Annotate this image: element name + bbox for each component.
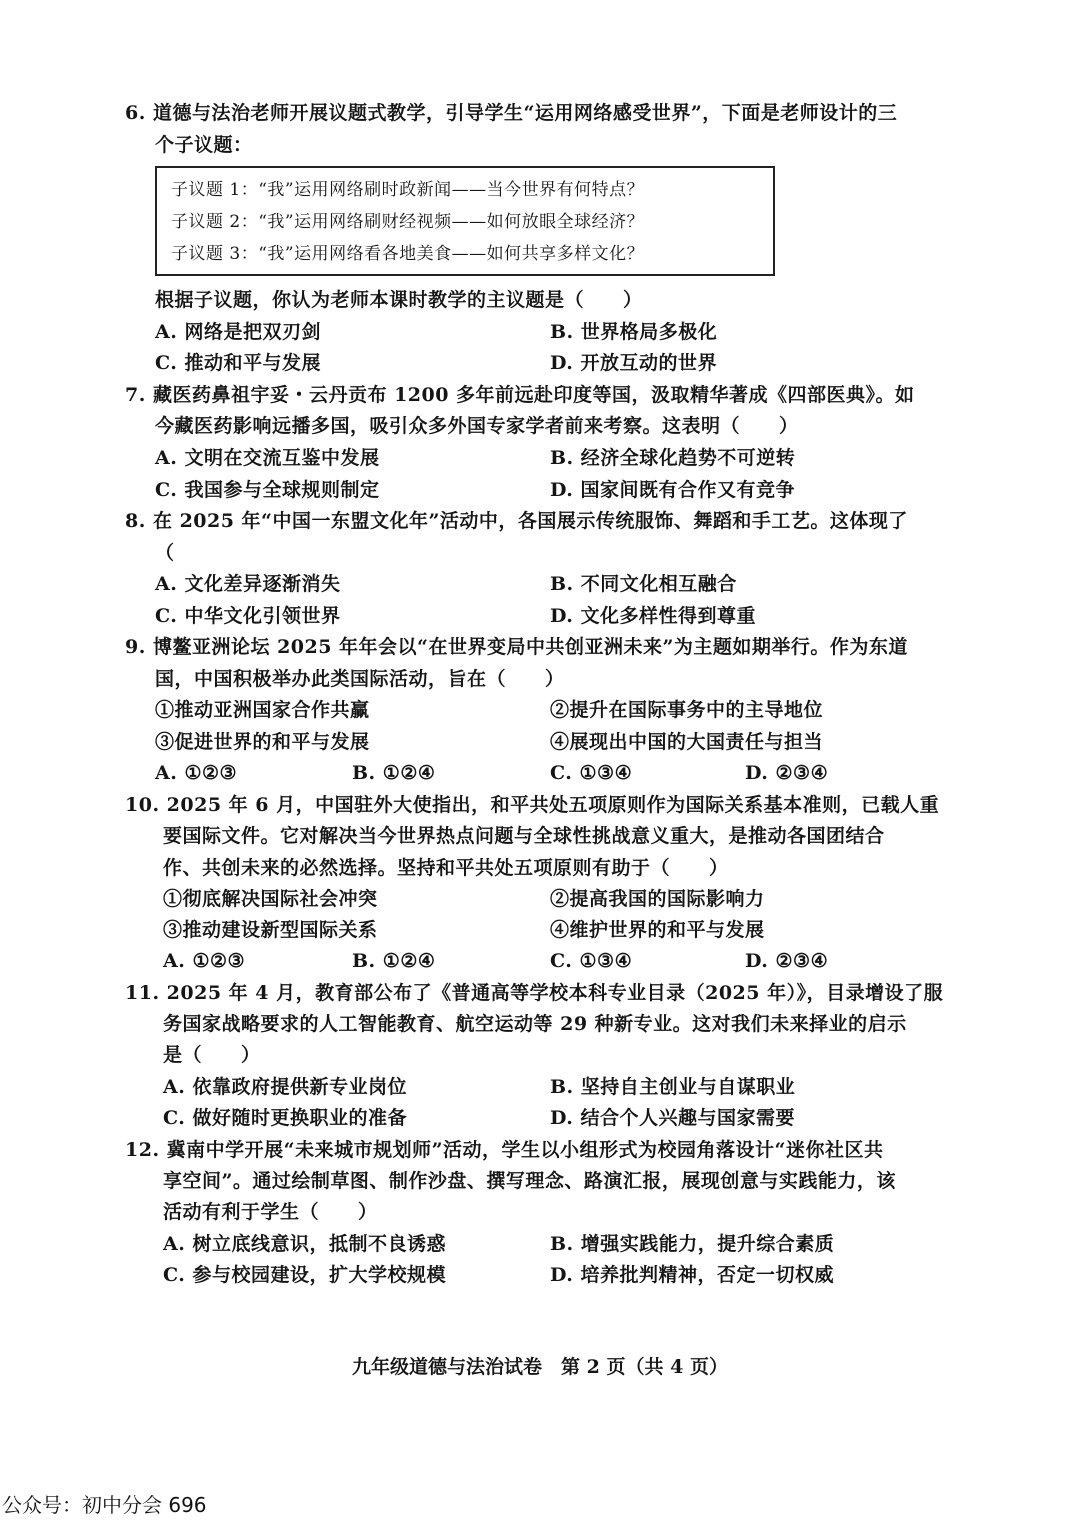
q7-option-b: B. 经济全球化趋势不可逆转 — [550, 447, 796, 469]
q12-option-b: B. 增强实践能力，提升综合素质 — [550, 1233, 835, 1255]
q12-option-d: D. 培养批判精神，否定一切权威 — [550, 1264, 835, 1286]
q8-option-d: D. 文化多样性得到尊重 — [550, 605, 757, 627]
q6-stem-line1: 6. 道德与法治老师开展议题式教学，引导学生“运用网络感受世界”，下面是老师设计的三 — [125, 102, 898, 124]
q7-option-c: C. 我国参与全球规则制定 — [155, 479, 380, 501]
q6-option-a: A. 网络是把双刃剑 — [155, 321, 321, 343]
q12-stem-line2: 享空间”。通过绘制草图、制作沙盘、撰写理念、路演汇报，展现创意与实践能力，该 — [163, 1170, 896, 1192]
q8-option-a: A. 文化差异逐渐消失 — [155, 573, 341, 595]
q8-option-c: C. 中华文化引领世界 — [155, 605, 341, 627]
q10-option-b: B. ①②④ — [352, 950, 436, 972]
q9-option-a: A. ①②③ — [155, 762, 238, 784]
q6-option-d: D. 开放互动的世界 — [550, 352, 718, 374]
q9-stem-line2: 国，中国积极举办此类国际活动，旨在（ ） — [155, 668, 565, 690]
q6-subtopic-3: 子议题 3：“我”运用网络看各地美食——如何共享多样文化？ — [171, 244, 645, 264]
q10-item-2: ②提高我国的国际影响力 — [550, 888, 765, 910]
q9-item-2: ②提升在国际事务中的主导地位 — [550, 699, 824, 721]
q7-stem-line1: 7. 藏医药鼻祖宇妥・云丹贡布 1200 多年前远赴印度等国，汲取精华著成《四部医典》。如 — [125, 384, 915, 406]
q11-option-c: C. 做好随时更换职业的准备 — [163, 1107, 408, 1129]
q12-option-a: A. 树立底线意识，抵制不良诱惑 — [163, 1233, 446, 1255]
q10-item-3: ③推动建设新型国际关系 — [163, 919, 378, 941]
q10-option-c: C. ①③④ — [550, 950, 633, 972]
q6-stem-line2: 个子议题： — [155, 134, 253, 156]
q7-option-a: A. 文明在交流互鉴中发展 — [155, 447, 380, 469]
q7-option-d: D. 国家间既有合作又有竞争 — [550, 479, 796, 501]
q10-item-1: ①彻底解决国际社会冲突 — [163, 888, 378, 910]
q10-stem-line2: 要国际文件。它对解决当今世界热点问题与全球性挑战意义重大，是推动各国团结合 — [163, 825, 885, 847]
q10-option-d: D. ②③④ — [745, 950, 829, 972]
q9-item-4: ④展现出中国的大国责任与担当 — [550, 731, 824, 753]
q6-question: 根据子议题，你认为老师本课时教学的主议题是（ ） — [155, 289, 643, 311]
q6-subtopic-box — [155, 166, 775, 276]
q9-item-3: ③促进世界的和平与发展 — [155, 731, 370, 753]
q9-item-1: ①推动亚洲国家合作共赢 — [155, 699, 370, 721]
q8-stem-line2: （ — [155, 542, 175, 564]
q8-stem-line1: 8. 在 2025 年“中国一东盟文化年”活动中，各国展示传统服饰、舞蹈和手工艺。这体现了 — [125, 510, 908, 532]
q9-option-c: C. ①③④ — [550, 762, 633, 784]
q11-option-b: B. 坚持自主创业与自谋职业 — [550, 1076, 796, 1098]
q11-stem-line1: 11. 2025 年 4 月，教育部公布了《普通高等学校本科专业目录（2025 年）》，目录增设了服 — [125, 982, 944, 1004]
q10-item-4: ④维护世界的和平与发展 — [550, 919, 765, 941]
page-footer: 九年级道德与法治试卷 第 2 页（共 4 页） — [352, 1356, 728, 1378]
q11-option-d: D. 结合个人兴趣与国家需要 — [550, 1107, 796, 1129]
q9-stem-line1: 9. 博鳌亚洲论坛 2025 年年会以“在世界变局中共创亚洲未来”为主题如期举行。作为东道 — [125, 636, 908, 658]
q10-stem-line1: 10. 2025 年 6 月，中国驻外大使指出，和平共处五项原则作为国际关系基本准则，已载人重 — [125, 794, 940, 816]
q12-stem-line1: 12. 冀南中学开展“未来城市规划师”活动，学生以小组形式为校园角落设计“迷你社区共 — [125, 1139, 884, 1161]
q6-option-c: C. 推动和平与发展 — [155, 352, 322, 374]
q12-stem-line3: 活动有利于学生（ ） — [163, 1201, 378, 1223]
q11-stem-line3: 是（ ） — [163, 1044, 261, 1066]
q7-stem-line2: 今藏医药影响远播多国，吸引众多外国专家学者前来考察。这表明（ ） — [155, 415, 799, 437]
q6-option-b: B. 世界格局多极化 — [550, 321, 718, 343]
q11-stem-line2: 务国家战略要求的人工智能教育、航空运动等 29 种新专业。这对我们未来择业的启示 — [163, 1013, 907, 1035]
q12-option-c: C. 参与校园建设，扩大学校规模 — [163, 1264, 447, 1286]
q8-option-b: B. 不同文化相互融合 — [550, 573, 737, 595]
watermark-text: 公众号：初中分会 696 — [2, 1493, 207, 1517]
q11-option-a: A. 依靠政府提供新专业岗位 — [163, 1076, 407, 1098]
q10-option-a: A. ①②③ — [163, 950, 246, 972]
q10-stem-line3: 作、共创未来的必然选择。坚持和平共处五项原则有助于（ ） — [163, 857, 729, 879]
q6-subtopic-1: 子议题 1：“我”运用网络刷时政新闻——当今世界有何特点？ — [171, 180, 645, 200]
q6-subtopic-2: 子议题 2：“我”运用网络刷财经视频——如何放眼全球经济？ — [171, 212, 645, 232]
q9-option-b: B. ①②④ — [352, 762, 436, 784]
q9-option-d: D. ②③④ — [745, 762, 829, 784]
